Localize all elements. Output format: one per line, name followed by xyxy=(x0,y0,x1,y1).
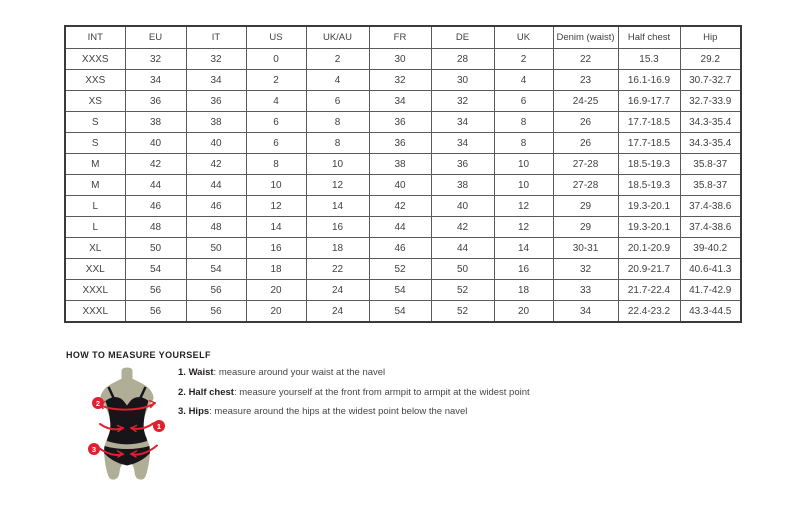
table-cell: XXXS xyxy=(65,49,125,70)
table-cell: 38 xyxy=(369,154,431,175)
table-cell: 32 xyxy=(186,49,246,70)
table-cell: 44 xyxy=(431,238,494,259)
table-cell: 2 xyxy=(246,70,306,91)
table-cell: 8 xyxy=(306,112,369,133)
table-cell: 22 xyxy=(306,259,369,280)
table-cell: 8 xyxy=(246,154,306,175)
table-cell: 23 xyxy=(553,70,618,91)
table-cell: XXL xyxy=(65,259,125,280)
measure-step xyxy=(178,367,530,378)
table-cell: 44 xyxy=(186,175,246,196)
table-cell: 36 xyxy=(431,154,494,175)
table-cell: 8 xyxy=(494,133,553,154)
table-cell: 38 xyxy=(431,175,494,196)
table-cell: 6 xyxy=(306,91,369,112)
table-cell: 54 xyxy=(125,259,186,280)
table-cell: L xyxy=(65,217,125,238)
table-cell: 2 xyxy=(306,49,369,70)
table-cell: 19.3-20.1 xyxy=(618,196,680,217)
table-cell: 18.5-19.3 xyxy=(618,175,680,196)
table-cell: 34 xyxy=(431,112,494,133)
table-cell: 32 xyxy=(553,259,618,280)
table-cell: 43.3-44.5 xyxy=(680,301,741,323)
table-cell: M xyxy=(65,175,125,196)
table-row xyxy=(65,112,741,133)
table-cell: 54 xyxy=(186,259,246,280)
table-row xyxy=(65,175,741,196)
table-cell: 18.5-19.3 xyxy=(618,154,680,175)
table-cell: 18 xyxy=(246,259,306,280)
table-cell: 56 xyxy=(125,301,186,323)
table-cell: 54 xyxy=(369,301,431,323)
table-cell: 34 xyxy=(186,70,246,91)
table-cell: 56 xyxy=(186,301,246,323)
table-cell: S xyxy=(65,112,125,133)
table-cell: 38 xyxy=(125,112,186,133)
step-text: : measure yourself at the front from armpit to armpit at the widest point xyxy=(233,386,530,398)
table-cell: 30-31 xyxy=(553,238,618,259)
measure-figure-illustration xyxy=(72,366,182,498)
table-row xyxy=(65,49,741,70)
badge-waist xyxy=(153,420,165,432)
table-cell: XXS xyxy=(65,70,125,91)
table-cell: 44 xyxy=(369,217,431,238)
table-cell: 16 xyxy=(306,217,369,238)
table-cell: 32.7-33.9 xyxy=(680,91,741,112)
table-cell: 18 xyxy=(306,238,369,259)
table-cell: 2 xyxy=(494,49,553,70)
table-cell: 34 xyxy=(125,70,186,91)
table-cell: 27-28 xyxy=(553,154,618,175)
step-text: : measure around the hips at the widest point below the navel xyxy=(209,406,468,417)
table-cell: 29 xyxy=(553,196,618,217)
badge-hips xyxy=(88,443,100,455)
table-cell: 6 xyxy=(246,133,306,154)
table-cell: 34 xyxy=(369,91,431,112)
table-cell: 24 xyxy=(306,280,369,301)
table-cell: 34.3-35.4 xyxy=(680,133,741,154)
measure-steps xyxy=(178,367,530,426)
table-cell: 19.3-20.1 xyxy=(618,217,680,238)
column-header: INT xyxy=(65,26,125,49)
table-cell: 34 xyxy=(431,133,494,154)
table-row xyxy=(65,217,741,238)
table-row xyxy=(65,238,741,259)
table-cell: 10 xyxy=(494,175,553,196)
table-cell: 37.4-38.6 xyxy=(680,217,741,238)
measure-heading: HOW TO MEASURE YOURSELF xyxy=(66,350,211,360)
badge-chest-number: 2 xyxy=(95,398,101,408)
table-cell: 42 xyxy=(369,196,431,217)
table-cell: 52 xyxy=(431,301,494,323)
table-cell: M xyxy=(65,154,125,175)
table-cell: 26 xyxy=(553,112,618,133)
step-label: Half chest xyxy=(188,386,234,398)
table-cell: 50 xyxy=(186,238,246,259)
table-cell: 10 xyxy=(306,154,369,175)
table-row xyxy=(65,133,741,154)
table-cell: 10 xyxy=(246,175,306,196)
table-cell: 41.7-42.9 xyxy=(680,280,741,301)
table-cell: 40 xyxy=(431,196,494,217)
table-cell: 56 xyxy=(186,280,246,301)
step-label: Hips xyxy=(188,406,210,417)
table-cell: 0 xyxy=(246,49,306,70)
table-cell: 50 xyxy=(431,259,494,280)
step-number: 3. xyxy=(178,406,189,417)
table-cell: 4 xyxy=(494,70,553,91)
table-cell: 22 xyxy=(553,49,618,70)
table-cell: 40.6-41.3 xyxy=(680,259,741,280)
table-cell: 54 xyxy=(369,280,431,301)
table-cell: 20.1-20.9 xyxy=(618,238,680,259)
table-cell: 28 xyxy=(431,49,494,70)
table-row xyxy=(65,280,741,301)
table-row xyxy=(65,259,741,280)
table-cell: XL xyxy=(65,238,125,259)
table-cell: 40 xyxy=(125,133,186,154)
table-cell: 15.3 xyxy=(618,49,680,70)
table-row xyxy=(65,70,741,91)
table-cell: 22.4-23.2 xyxy=(618,301,680,323)
table-cell: 36 xyxy=(125,91,186,112)
table-cell: 14 xyxy=(246,217,306,238)
table-cell: 26 xyxy=(553,133,618,154)
badge-hips-number: 3 xyxy=(91,444,97,454)
table-cell: 46 xyxy=(186,196,246,217)
table-row xyxy=(65,91,741,112)
table-cell: 42 xyxy=(186,154,246,175)
table-cell: 8 xyxy=(494,112,553,133)
table-cell: 56 xyxy=(125,280,186,301)
table-cell: 36 xyxy=(369,133,431,154)
table-cell: 16 xyxy=(494,259,553,280)
table-cell: XXXL xyxy=(65,280,125,301)
step-text: : measure around your waist at the navel xyxy=(213,367,386,378)
table-cell: 20 xyxy=(494,301,553,323)
step-label: Waist xyxy=(188,367,214,378)
table-cell: 17.7-18.5 xyxy=(618,133,680,154)
size-table xyxy=(64,25,742,323)
step-number: 2. xyxy=(178,386,189,398)
column-header: DE xyxy=(431,26,494,49)
measure-step xyxy=(178,406,530,417)
table-cell: 17.7-18.5 xyxy=(618,112,680,133)
table-cell: 20.9-21.7 xyxy=(618,259,680,280)
table-cell: 16.1-16.9 xyxy=(618,70,680,91)
table-cell: 40 xyxy=(369,175,431,196)
table-cell: 27-28 xyxy=(553,175,618,196)
table-cell: 29.2 xyxy=(680,49,741,70)
column-header: EU xyxy=(125,26,186,49)
table-cell: 52 xyxy=(369,259,431,280)
badge-chest xyxy=(92,397,104,409)
table-cell: 16 xyxy=(246,238,306,259)
badge-waist-number: 1 xyxy=(156,421,162,431)
table-cell: 12 xyxy=(494,196,553,217)
table-cell: 10 xyxy=(494,154,553,175)
column-header: Half chest xyxy=(618,26,680,49)
table-cell: 12 xyxy=(246,196,306,217)
table-cell: 40 xyxy=(186,133,246,154)
table-cell: 44 xyxy=(125,175,186,196)
table-cell: 12 xyxy=(494,217,553,238)
table-cell: 20 xyxy=(246,301,306,323)
table-cell: 38 xyxy=(186,112,246,133)
size-table-body xyxy=(65,49,741,323)
table-cell: 33 xyxy=(553,280,618,301)
table-cell: 34.3-35.4 xyxy=(680,112,741,133)
size-table-header-row xyxy=(65,26,741,49)
table-cell: 37.4-38.6 xyxy=(680,196,741,217)
table-cell: 14 xyxy=(494,238,553,259)
table-cell: 4 xyxy=(306,70,369,91)
table-cell: XXXL xyxy=(65,301,125,323)
table-cell: 48 xyxy=(186,217,246,238)
table-cell: 42 xyxy=(125,154,186,175)
column-header: IT xyxy=(186,26,246,49)
table-cell: 24 xyxy=(306,301,369,323)
table-cell: 18 xyxy=(494,280,553,301)
table-cell: 21.7-22.4 xyxy=(618,280,680,301)
table-row xyxy=(65,196,741,217)
table-cell: 12 xyxy=(306,175,369,196)
table-cell: 16.9-17.7 xyxy=(618,91,680,112)
table-cell: 34 xyxy=(553,301,618,323)
table-cell: 46 xyxy=(125,196,186,217)
table-cell: 6 xyxy=(246,112,306,133)
table-cell: 46 xyxy=(369,238,431,259)
table-cell: 32 xyxy=(431,91,494,112)
column-header: US xyxy=(246,26,306,49)
table-cell: 35.8-37 xyxy=(680,175,741,196)
table-cell: 4 xyxy=(246,91,306,112)
table-cell: 20 xyxy=(246,280,306,301)
table-cell: 48 xyxy=(125,217,186,238)
table-row xyxy=(65,301,741,323)
table-cell: 14 xyxy=(306,196,369,217)
column-header: Hip xyxy=(680,26,741,49)
table-cell: 32 xyxy=(125,49,186,70)
table-cell: 36 xyxy=(186,91,246,112)
table-cell: 32 xyxy=(369,70,431,91)
column-header: UK/AU xyxy=(306,26,369,49)
table-cell: 39-40.2 xyxy=(680,238,741,259)
table-cell: 30 xyxy=(431,70,494,91)
table-cell: XS xyxy=(65,91,125,112)
table-cell: 35.8-37 xyxy=(680,154,741,175)
column-header: FR xyxy=(369,26,431,49)
table-cell: 6 xyxy=(494,91,553,112)
table-cell: 52 xyxy=(431,280,494,301)
table-cell: 24-25 xyxy=(553,91,618,112)
table-cell: 29 xyxy=(553,217,618,238)
measure-step xyxy=(178,387,530,398)
table-cell: 50 xyxy=(125,238,186,259)
table-cell: L xyxy=(65,196,125,217)
table-cell: 8 xyxy=(306,133,369,154)
table-cell: 42 xyxy=(431,217,494,238)
table-cell: 36 xyxy=(369,112,431,133)
column-header: UK xyxy=(494,26,553,49)
column-header: Denim (waist) xyxy=(553,26,618,49)
table-cell: S xyxy=(65,133,125,154)
table-row xyxy=(65,154,741,175)
table-cell: 30 xyxy=(369,49,431,70)
step-number: 1. xyxy=(178,367,189,378)
table-cell: 30.7-32.7 xyxy=(680,70,741,91)
